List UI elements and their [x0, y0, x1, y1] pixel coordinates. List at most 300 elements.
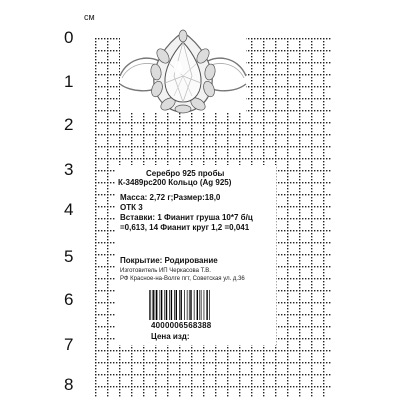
- grid-dot: [302, 158, 303, 159]
- grid-dot: [215, 161, 216, 162]
- grid-dot: [224, 374, 225, 375]
- grid-dot: [311, 242, 312, 243]
- grid-dot: [251, 104, 252, 105]
- grid-dot: [95, 278, 96, 279]
- grid-dot: [107, 107, 108, 108]
- grid-dot: [311, 152, 312, 153]
- grid-dot: [317, 86, 318, 87]
- grid-dot: [311, 182, 312, 183]
- grid-dot: [98, 314, 99, 315]
- grid-dot: [320, 386, 321, 387]
- grid-dot: [290, 134, 291, 135]
- grid-dot: [317, 98, 318, 99]
- grid-dot: [143, 125, 144, 126]
- grid-dot: [287, 245, 288, 246]
- grid-dot: [287, 188, 288, 189]
- grid-dot: [290, 386, 291, 387]
- grid-dot: [95, 302, 96, 303]
- grid-dot: [275, 83, 276, 84]
- grid-dot: [266, 74, 267, 75]
- grid-dot: [296, 182, 297, 183]
- grid-dot: [311, 224, 312, 225]
- grid-dot: [254, 122, 255, 123]
- grid-dot: [179, 161, 180, 162]
- grid-dot: [239, 377, 240, 378]
- grid-dot: [266, 146, 267, 147]
- weight-size: Масса: 2,72 г;Размер:18,0: [120, 193, 221, 202]
- grid-dot: [95, 344, 96, 345]
- grid-dot: [323, 347, 324, 348]
- grid-dot: [275, 65, 276, 66]
- grid-dot: [137, 374, 138, 375]
- grid-dot: [263, 383, 264, 384]
- inserts-line-2: =0,613, 14 Фианит круг 1,2 =0,041: [120, 223, 250, 232]
- grid-dot: [299, 206, 300, 207]
- grid-dot: [95, 359, 96, 360]
- grid-dot: [95, 395, 96, 396]
- grid-dot: [311, 233, 312, 234]
- grid-dot: [323, 251, 324, 252]
- grid-dot: [275, 41, 276, 42]
- grid-dot: [287, 116, 288, 117]
- grid-dot: [143, 368, 144, 369]
- grid-dot: [293, 74, 294, 75]
- grid-dot: [266, 386, 267, 387]
- grid-dot: [311, 155, 312, 156]
- grid-dot: [284, 290, 285, 291]
- grid-dot: [107, 47, 108, 48]
- grid-dot: [107, 287, 108, 288]
- grid-dot: [101, 302, 102, 303]
- grid-dot: [287, 296, 288, 297]
- grid-dot: [107, 359, 108, 360]
- grid-dot: [275, 380, 276, 381]
- grid-dot: [299, 182, 300, 183]
- grid-dot: [290, 158, 291, 159]
- grid-dot: [299, 356, 300, 357]
- grid-dot: [296, 302, 297, 303]
- grid-dot: [119, 386, 120, 387]
- grid-dot: [107, 212, 108, 213]
- grid-dot: [287, 167, 288, 168]
- grid-dot: [308, 206, 309, 207]
- grid-dot: [311, 248, 312, 249]
- grid-dot: [236, 146, 237, 147]
- grid-dot: [311, 341, 312, 342]
- grid-dot: [281, 254, 282, 255]
- grid-dot: [287, 383, 288, 384]
- grid-dot: [323, 200, 324, 201]
- grid-dot: [305, 326, 306, 327]
- grid-dot: [275, 89, 276, 90]
- grid-dot: [311, 170, 312, 171]
- grid-dot: [113, 374, 114, 375]
- grid-dot: [101, 218, 102, 219]
- grid-dot: [254, 62, 255, 63]
- grid-dot: [287, 65, 288, 66]
- grid-dot: [143, 365, 144, 366]
- grid-dot: [119, 134, 120, 135]
- grid-dot: [287, 230, 288, 231]
- maker-line-2: РФ Красное-на-Волге пгт, Советская ул. д.36: [120, 276, 245, 282]
- grid-dot: [107, 137, 108, 138]
- grid-dot: [311, 395, 312, 396]
- grid-dot: [311, 89, 312, 90]
- grid-dot: [296, 158, 297, 159]
- grid-dot: [317, 230, 318, 231]
- grid-dot: [329, 146, 330, 147]
- grid-dot: [281, 62, 282, 63]
- grid-dot: [323, 386, 324, 387]
- grid-dot: [302, 62, 303, 63]
- grid-dot: [110, 302, 111, 303]
- grid-dot: [107, 248, 108, 249]
- grid-dot: [149, 386, 150, 387]
- grid-dot: [98, 266, 99, 267]
- grid-dot: [323, 71, 324, 72]
- grid-dot: [311, 302, 312, 303]
- grid-dot: [167, 383, 168, 384]
- grid-dot: [305, 146, 306, 147]
- grid-dot: [95, 269, 96, 270]
- grid-dot: [107, 86, 108, 87]
- grid-dot: [299, 164, 300, 165]
- grid-dot: [104, 242, 105, 243]
- grid-dot: [311, 185, 312, 186]
- grid-dot: [101, 146, 102, 147]
- grid-dot: [95, 209, 96, 210]
- grid-dot: [107, 266, 108, 267]
- grid-dot: [164, 146, 165, 147]
- grid-dot: [245, 362, 246, 363]
- grid-dot: [101, 350, 102, 351]
- grid-dot: [299, 371, 300, 372]
- grid-dot: [311, 311, 312, 312]
- grid-dot: [119, 374, 120, 375]
- grid-dot: [134, 350, 135, 351]
- grid-dot: [113, 62, 114, 63]
- grid-dot: [323, 143, 324, 144]
- grid-dot: [275, 155, 276, 156]
- grid-dot: [140, 158, 141, 159]
- grid-dot: [290, 206, 291, 207]
- grid-dot: [314, 50, 315, 51]
- grid-dot: [215, 155, 216, 156]
- grid-dot: [95, 311, 96, 312]
- grid-dot: [311, 284, 312, 285]
- grid-dot: [191, 374, 192, 375]
- grid-dot: [173, 146, 174, 147]
- grid-dot: [215, 377, 216, 378]
- grid-dot: [227, 377, 228, 378]
- grid-dot: [287, 113, 288, 114]
- grid-dot: [119, 350, 120, 351]
- grid-dot: [179, 350, 180, 351]
- grid-dot: [302, 278, 303, 279]
- grid-dot: [119, 161, 120, 162]
- grid-dot: [248, 50, 249, 51]
- grid-dot: [305, 182, 306, 183]
- grid-dot: [269, 86, 270, 87]
- grid-dot: [185, 350, 186, 351]
- grid-dot: [107, 275, 108, 276]
- grid-dot: [314, 290, 315, 291]
- grid-dot: [215, 356, 216, 357]
- grid-dot: [170, 122, 171, 123]
- grid-dot: [122, 134, 123, 135]
- grid-dot: [305, 50, 306, 51]
- grid-dot: [272, 86, 273, 87]
- grid-dot: [287, 74, 288, 75]
- grid-dot: [191, 155, 192, 156]
- grid-dot: [290, 326, 291, 327]
- grid-dot: [323, 281, 324, 282]
- grid-dot: [266, 362, 267, 363]
- grid-dot: [95, 212, 96, 213]
- grid-dot: [251, 359, 252, 360]
- grid-dot: [95, 374, 96, 375]
- grid-dot: [299, 302, 300, 303]
- grid-dot: [215, 131, 216, 132]
- grid-dot: [299, 122, 300, 123]
- grid-dot: [221, 362, 222, 363]
- grid-dot: [329, 182, 330, 183]
- grid-dot: [284, 266, 285, 267]
- grid-dot: [179, 125, 180, 126]
- grid-dot: [158, 374, 159, 375]
- grid-dot: [107, 386, 108, 387]
- grid-dot: [293, 134, 294, 135]
- grid-dot: [113, 230, 114, 231]
- grid-dot: [104, 110, 105, 111]
- grid-dot: [95, 290, 96, 291]
- grid-dot: [275, 374, 276, 375]
- grid-dot: [242, 122, 243, 123]
- grid-dot: [113, 314, 114, 315]
- grid-dot: [287, 128, 288, 129]
- grid-dot: [311, 290, 312, 291]
- grid-dot: [212, 158, 213, 159]
- grid-dot: [308, 290, 309, 291]
- grid-dot: [317, 350, 318, 351]
- grid-dot: [179, 131, 180, 132]
- grid-dot: [122, 350, 123, 351]
- grid-dot: [308, 218, 309, 219]
- grid-dot: [299, 332, 300, 333]
- grid-dot: [311, 377, 312, 378]
- grid-dot: [251, 53, 252, 54]
- barcode-bar: [176, 290, 177, 320]
- grid-dot: [263, 80, 264, 81]
- grid-dot: [158, 158, 159, 159]
- grid-dot: [257, 146, 258, 147]
- grid-dot: [179, 143, 180, 144]
- grid-dot: [107, 371, 108, 372]
- grid-dot: [251, 107, 252, 108]
- grid-dot: [107, 290, 108, 291]
- grid-dot: [323, 359, 324, 360]
- grid-dot: [326, 110, 327, 111]
- grid-dot: [284, 86, 285, 87]
- grid-dot: [155, 377, 156, 378]
- grid-dot: [284, 158, 285, 159]
- grid-dot: [308, 38, 309, 39]
- grid-dot: [275, 131, 276, 132]
- grid-dot: [215, 380, 216, 381]
- grid-dot: [323, 128, 324, 129]
- grid-dot: [287, 131, 288, 132]
- grid-dot: [281, 206, 282, 207]
- grid-dot: [287, 47, 288, 48]
- grid-dot: [320, 158, 321, 159]
- grid-dot: [305, 122, 306, 123]
- grid-dot: [311, 158, 312, 159]
- grid-dot: [104, 206, 105, 207]
- barcode-bar: [206, 290, 207, 320]
- grid-dot: [278, 230, 279, 231]
- grid-dot: [287, 272, 288, 273]
- grid-dot: [299, 98, 300, 99]
- grid-dot: [311, 146, 312, 147]
- grid-dot: [323, 182, 324, 183]
- grid-dot: [212, 374, 213, 375]
- grid-dot: [302, 170, 303, 171]
- grid-dot: [98, 98, 99, 99]
- grid-dot: [323, 371, 324, 372]
- grid-dot: [275, 362, 276, 363]
- grid-dot: [215, 140, 216, 141]
- grid-dot: [98, 194, 99, 195]
- grid-dot: [311, 251, 312, 252]
- grid-dot: [314, 218, 315, 219]
- grid-dot: [107, 260, 108, 261]
- grid-dot: [182, 350, 183, 351]
- grid-dot: [236, 158, 237, 159]
- grid-dot: [293, 98, 294, 99]
- grid-dot: [263, 104, 264, 105]
- grid-dot: [197, 386, 198, 387]
- grid-dot: [134, 134, 135, 135]
- grid-dot: [299, 284, 300, 285]
- grid-dot: [299, 263, 300, 264]
- grid-dot: [275, 95, 276, 96]
- grid-dot: [119, 149, 120, 150]
- grid-dot: [95, 62, 96, 63]
- grid-dot: [233, 362, 234, 363]
- grid-dot: [107, 134, 108, 135]
- grid-dot: [320, 290, 321, 291]
- grid-dot: [95, 263, 96, 264]
- grid-dot: [290, 314, 291, 315]
- grid-dot: [287, 107, 288, 108]
- grid-dot: [239, 149, 240, 150]
- ruler-mark-8: 8: [64, 375, 74, 394]
- grid-dot: [119, 119, 120, 120]
- grid-dot: [233, 146, 234, 147]
- grid-dot: [311, 92, 312, 93]
- grid-dot: [257, 158, 258, 159]
- grid-dot: [179, 122, 180, 123]
- grid-dot: [107, 350, 108, 351]
- grid-dot: [299, 101, 300, 102]
- grid-dot: [281, 386, 282, 387]
- grid-dot: [155, 155, 156, 156]
- grid-dot: [107, 344, 108, 345]
- grid-dot: [263, 71, 264, 72]
- grid-dot: [113, 266, 114, 267]
- grid-dot: [287, 305, 288, 306]
- grid-dot: [287, 200, 288, 201]
- grid-dot: [119, 380, 120, 381]
- grid-dot: [206, 134, 207, 135]
- grid-dot: [329, 50, 330, 51]
- grid-dot: [293, 374, 294, 375]
- grid-dot: [206, 362, 207, 363]
- grid-dot: [95, 260, 96, 261]
- grid-dot: [119, 146, 120, 147]
- grid-dot: [287, 44, 288, 45]
- grid-dot: [320, 206, 321, 207]
- grid-dot: [167, 131, 168, 132]
- grid-dot: [263, 350, 264, 351]
- grid-dot: [326, 62, 327, 63]
- grid-dot: [299, 365, 300, 366]
- grid-dot: [263, 347, 264, 348]
- grid-dot: [296, 230, 297, 231]
- grid-dot: [323, 137, 324, 138]
- grid-dot: [278, 122, 279, 123]
- grid-dot: [296, 50, 297, 51]
- grid-dot: [155, 143, 156, 144]
- grid-dot: [251, 146, 252, 147]
- grid-dot: [287, 266, 288, 267]
- grid-dot: [203, 155, 204, 156]
- grid-dot: [299, 149, 300, 150]
- grid-dot: [107, 173, 108, 174]
- grid-dot: [149, 134, 150, 135]
- grid-dot: [323, 65, 324, 66]
- grid-dot: [110, 206, 111, 207]
- grid-dot: [278, 38, 279, 39]
- grid-dot: [191, 125, 192, 126]
- barcode-bar: [160, 290, 161, 320]
- grid-dot: [110, 314, 111, 315]
- grid-dot: [302, 374, 303, 375]
- grid-dot: [215, 146, 216, 147]
- grid-dot: [278, 374, 279, 375]
- grid-dot: [95, 251, 96, 252]
- grid-dot: [275, 386, 276, 387]
- grid-dot: [272, 74, 273, 75]
- grid-dot: [296, 62, 297, 63]
- grid-dot: [116, 350, 117, 351]
- grid-dot: [131, 392, 132, 393]
- grid-dot: [239, 143, 240, 144]
- grid-dot: [308, 254, 309, 255]
- grid-dot: [311, 317, 312, 318]
- grid-dot: [167, 146, 168, 147]
- grid-dot: [320, 278, 321, 279]
- grid-dot: [311, 41, 312, 42]
- grid-dot: [113, 242, 114, 243]
- grid-dot: [194, 350, 195, 351]
- grid-dot: [278, 146, 279, 147]
- grid-dot: [170, 146, 171, 147]
- grid-dot: [251, 140, 252, 141]
- grid-dot: [299, 95, 300, 96]
- grid-dot: [329, 254, 330, 255]
- grid-dot: [215, 383, 216, 384]
